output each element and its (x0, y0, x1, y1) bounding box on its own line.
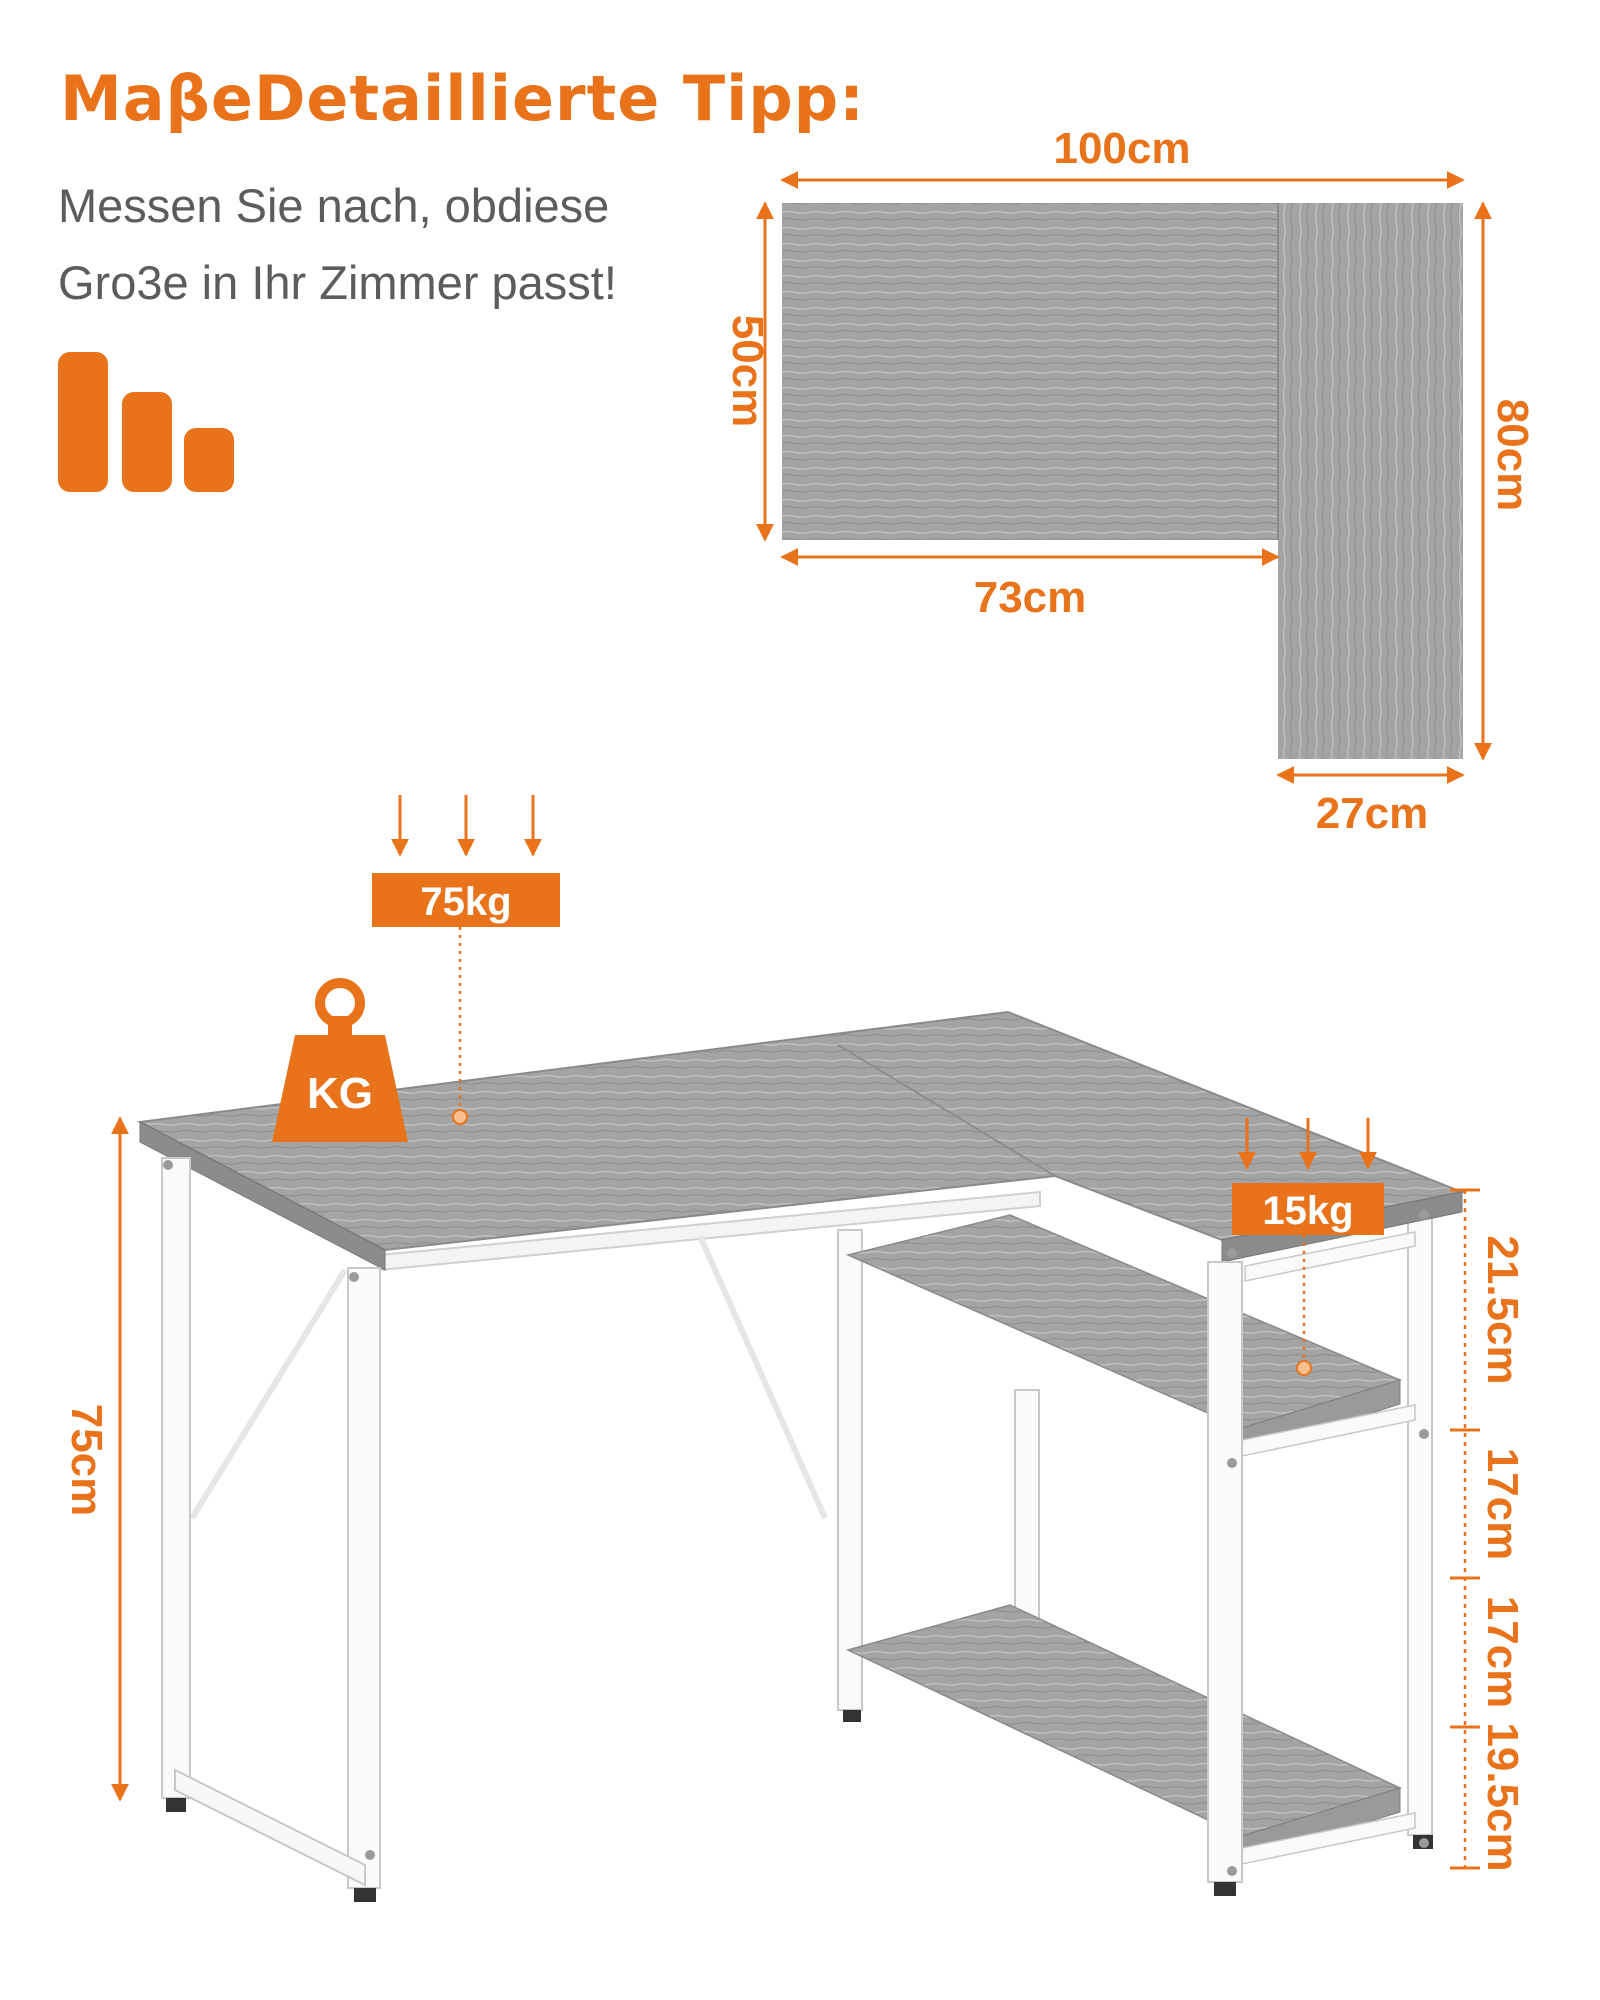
shelf-dimensions (1450, 1190, 1527, 1872)
kg-weight-label: KG (307, 1069, 373, 1118)
dim-height: 75cm (62, 1403, 111, 1517)
front-left-leg (162, 1158, 190, 1798)
middle-shelf (848, 1215, 1400, 1428)
load-shelf-value: 15kg (1262, 1189, 1354, 1233)
dim-shelf-gap-1: 21.5cm (1478, 1235, 1527, 1385)
dim-width-main: 73cm (973, 573, 1087, 622)
dim-depth-main: 50cm (723, 314, 772, 428)
subtitle-line-2: Gro3e in Ihr Zimmer passt! (58, 256, 617, 309)
desk-illustration (140, 1012, 1462, 1902)
dim-width-side: 27cm (1315, 789, 1429, 838)
load-desk-value: 75kg (420, 880, 512, 924)
kg-weight-icon (272, 983, 408, 1142)
dim-shelf-gap-3: 17cm (1478, 1595, 1527, 1709)
height-dimension (62, 1118, 120, 1800)
subtitle-line-1: Messen Sie nach, obdiese (58, 179, 610, 232)
page-title: MaβeDetaillierte Tipp: (60, 62, 865, 135)
top-view-main-panel (782, 203, 1278, 540)
top-view (723, 124, 1537, 838)
dim-depth-side: 80cm (1488, 398, 1537, 512)
bottom-shelf (848, 1605, 1400, 1836)
top-view-side-panel (1278, 203, 1463, 759)
dim-shelf-gap-2: 17cm (1478, 1447, 1527, 1561)
dim-width-total: 100cm (1053, 124, 1191, 173)
dim-shelf-gap-4: 19.5cm (1478, 1722, 1527, 1872)
